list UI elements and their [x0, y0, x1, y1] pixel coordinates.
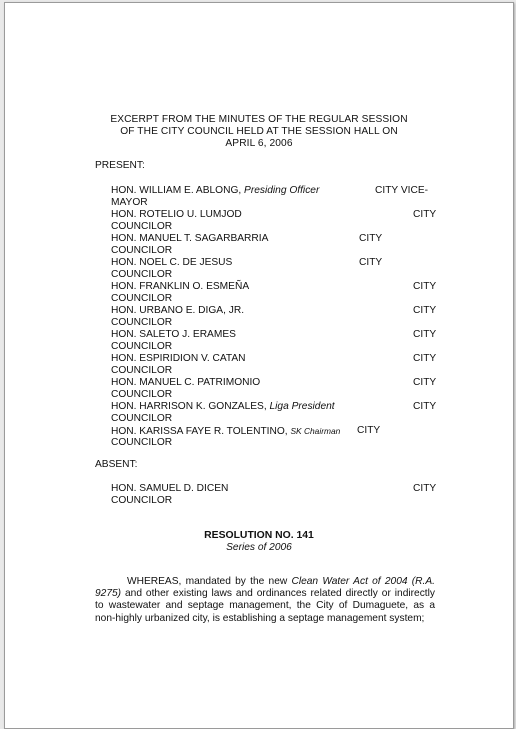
member-title: CITY	[357, 425, 381, 436]
member-title: CITY	[413, 401, 437, 412]
member-title-cont: COUNCILOR	[111, 269, 173, 280]
member-title: CITY	[413, 305, 437, 316]
member-role: Liga President	[269, 401, 335, 412]
member-title-cont: MAYOR	[111, 197, 148, 208]
member-name: HON. FRANKLIN O. ESMEÑA	[111, 281, 250, 292]
whereas-paragraph	[95, 576, 435, 625]
member-title: CITY	[413, 209, 437, 220]
member-title: CITY	[413, 353, 437, 364]
member-name: HON. WILLIAM E. ABLONG, Presiding Officer	[111, 185, 320, 196]
member-title: CITY	[359, 233, 383, 244]
member-name: HON. ESPIRIDION V. CATAN	[111, 353, 246, 364]
member-name: HON. SALETO J. ERAMES	[111, 329, 236, 340]
member-title-cont: COUNCILOR	[111, 413, 173, 424]
resolution-title: RESOLUTION NO. 141	[204, 530, 314, 541]
act-name: Clean Water Act of 2004 (R.A.	[291, 576, 435, 587]
member-name: HON. MANUEL C. PATRIMONIO	[111, 377, 261, 388]
whereas-line-4: non-highly urbanized city, is establishing a septage management system;	[95, 612, 425, 624]
present-label: PRESENT:	[95, 160, 145, 171]
member-name: HON. SAMUEL D. DICEN	[111, 483, 229, 494]
whereas-line-2: 9275) and other existing laws and ordinances related directly or indirectly	[95, 588, 435, 600]
member-title-cont: COUNCILOR	[111, 293, 173, 304]
member-name: HON. URBANO E. DIGA, JR.	[111, 305, 245, 316]
member-role: Presiding Officer	[244, 185, 320, 196]
member-title-cont: COUNCILOR	[111, 437, 173, 448]
excerpt-heading-line-1: EXCERPT FROM THE MINUTES OF THE REGULAR SESSION	[110, 114, 408, 125]
member-title: CITY	[413, 281, 437, 292]
member-name: HON. NOEL C. DE JESUS	[111, 257, 233, 268]
member-title: CITY	[413, 377, 437, 388]
member-title: CITY	[413, 329, 437, 340]
absent-label: ABSENT:	[95, 459, 138, 470]
excerpt-heading-line-3: APRIL 6, 2006	[225, 138, 293, 149]
member-title-cont: COUNCILOR	[111, 389, 173, 400]
excerpt-heading-line-2: OF THE CITY COUNCIL HELD AT THE SESSION HALL ON	[120, 126, 398, 137]
resolution-series: Series of 2006	[226, 542, 292, 553]
act-number: 9275)	[95, 588, 122, 600]
member-name: HON. KARISSA FAYE R. TOLENTINO, SK Chairman	[111, 426, 341, 437]
whereas-line-1: WHEREAS, mandated by the new Clean Water Act of 2004 (R.A.	[127, 576, 435, 587]
member-title-cont: COUNCILOR	[111, 221, 173, 232]
whereas-line-3: to wastewater and septage management, the City of Dumaguete, as a	[95, 600, 435, 612]
member-title: CITY	[359, 257, 383, 268]
member-title-cont: COUNCILOR	[111, 245, 173, 256]
member-title: CITY	[413, 483, 437, 494]
member-name: HON. ROTELIO U. LUMJOD	[111, 209, 242, 220]
member-name: HON. HARRISON K. GONZALES, Liga President	[111, 401, 335, 412]
member-title: CITY VICE-	[375, 185, 429, 196]
member-role: SK Chairman	[290, 426, 341, 436]
member-name: HON. MANUEL T. SAGARBARRIA	[111, 233, 269, 244]
document-page	[4, 2, 514, 729]
member-title-cont: COUNCILOR	[111, 317, 173, 328]
member-title-cont: COUNCILOR	[111, 365, 173, 376]
member-title-cont: COUNCILOR	[111, 341, 173, 352]
member-title-cont: COUNCILOR	[111, 495, 173, 506]
